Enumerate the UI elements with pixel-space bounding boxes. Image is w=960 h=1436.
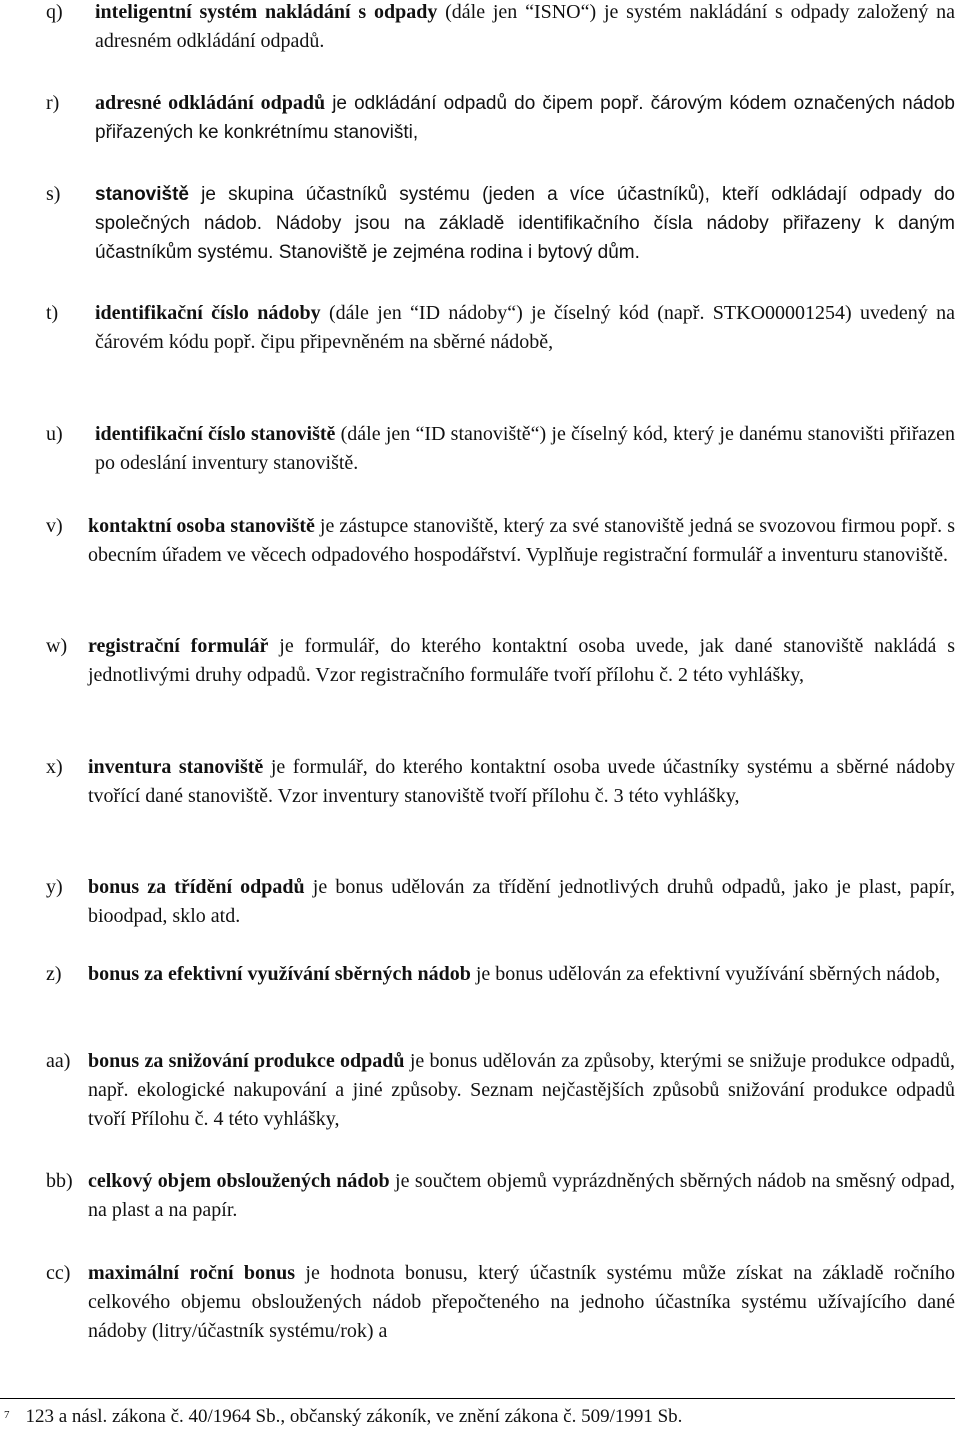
defined-term: inteligentní systém nakládání s odpady [95,1,438,23]
definition-item-r [0,89,955,147]
item-letter: z) [46,963,62,985]
definition-text: (dále jen “ISNO“) je systém nakládání s odpady založený na adresném odkládání odpadů. [95,1,955,52]
item-letter: s) [46,183,61,205]
item-text [95,420,955,478]
item-text [95,180,955,267]
item-text [88,873,955,931]
item-letter: r) [46,92,60,114]
definition-item-s [0,180,955,267]
item-text [88,512,955,570]
defined-term: stanoviště [95,184,189,205]
definition-item-v [0,512,955,570]
defined-term: adresné odkládání odpadů [95,92,326,114]
footnote-separator [0,1398,955,1399]
item-letter: bb) [46,1170,73,1192]
definition-item-aa [0,1047,955,1134]
item-text [88,1259,955,1346]
definition-text: je bonus udělován za třídění jednotlivých druhů odpadů, jako je plast, papír, bioodpad, sklo atd. [88,876,955,927]
defined-term: identifikační číslo nádoby [95,302,321,324]
definition-item-y [0,873,955,931]
definition-item-w [0,632,955,690]
item-text [95,0,955,56]
definition-text: (dále jen “ID nádoby“) je číselný kód (např. STKO00001254) uvedený na čárovém kódu popř. čipu připevněném na sběrné nádobě, [95,302,955,353]
defined-term: celkový objem obsloužených nádob [88,1170,390,1192]
definition-text: (dále jen “ID stanoviště“) je číselný kód, který je danému stanovišti přiřazen po odeslání inventury stanoviště. [95,423,955,474]
item-text [95,299,955,357]
definition-item-bb [0,1167,955,1225]
item-text [95,89,955,147]
definition-item-z [0,960,955,989]
definition-text: je zástupce stanoviště, který za své stanoviště jedná se svozovou firmou popř. s obecním úřadem ve věcech odpadového hospodářství. Vyplňuje registrační formulář a inventuru stanoviště. [88,515,956,566]
definition-item-x [0,753,955,811]
definition-text: je bonus udělován za způsoby, kterými se snižuje produkce odpadů, např. ekologické nakupování a jiné způsoby. Seznam nejčastějších způsobů snižování produkce odpadů tvoří Přílohu č. 4 této vyhlášky, [88,1050,955,1130]
item-text [88,753,955,811]
item-letter: w) [46,635,68,657]
defined-term: registrační formulář [88,635,269,657]
item-text [88,1047,955,1134]
item-letter: x) [46,756,63,778]
defined-term: kontaktní osoba stanoviště [88,515,315,537]
item-letter: t) [46,302,59,324]
defined-term: bonus za snižování produkce odpadů [88,1050,405,1072]
item-text [88,632,955,690]
definition-item-t [0,299,955,357]
defined-term: bonus za efektivní využívání sběrných nádob [88,963,471,985]
definition-text: je bonus udělován za efektivní využívání sběrných nádob, [470,963,941,985]
definition-text: je odkládání odpadů do čipem popř. čárovým kódem označených nádob přiřazených ke konkrétnímu stanovišti, [95,93,955,143]
footnote-number: 7 [4,1409,10,1421]
defined-term: inventura stanoviště [88,756,264,778]
item-letter: y) [46,876,63,898]
definition-item-cc [0,1259,955,1346]
item-letter: aa) [46,1050,71,1072]
item-letter: cc) [46,1262,71,1284]
defined-term: bonus za třídění odpadů [88,876,305,898]
item-letter: v) [46,515,63,537]
definition-text: je formulář, do kterého kontaktní osoba uvede, jak dané stanoviště nakládá s jednotlivými druhy odpadů. Vzor registračního formuláře tvoří přílohu č. 2 této vyhlášky, [88,635,955,686]
item-letter: q) [46,1,63,23]
defined-term: identifikační číslo stanoviště [95,423,336,445]
definition-text: je součtem objemů vyprázdněných sběrných nádob na směsný odpad, na plast a na papír. [88,1170,955,1221]
footnote-text: 123 a násl. zákona č. 40/1964 Sb., občanský zákoník, ve znění zákona č. 509/1991 Sb. [25,1406,683,1427]
item-text [88,1167,955,1225]
item-text [88,960,955,989]
definition-item-u [0,420,955,478]
definition-item-q [0,0,955,56]
item-letter: u) [46,423,63,445]
definition-text: je hodnota bonusu, který účastník systému může získat na základě ročního celkového objemu obsloužených nádob přepočteného na jednoho účastníka systému užívajícího dané nádoby (litry/účastník systému/rok) a [88,1262,955,1342]
definition-text: je formulář, do kterého kontaktní osoba uvede účastníky systému a sběrné nádoby tvořící dané stanoviště. Vzor inventury stanoviště tvoří přílohu č. 3 této vyhlášky, [88,756,955,807]
defined-term: maximální roční bonus [88,1262,296,1284]
definition-text: je skupina účastníků systému (jeden a více účastníků), kteří odkládají odpady do společných nádob. Nádoby jsou na základě identifikačního čísla nádoby přiřazeny k daným účastníkům systému. Stanoviště je zejména rodina i bytový dům. [95,184,955,263]
footnote [4,1404,682,1430]
